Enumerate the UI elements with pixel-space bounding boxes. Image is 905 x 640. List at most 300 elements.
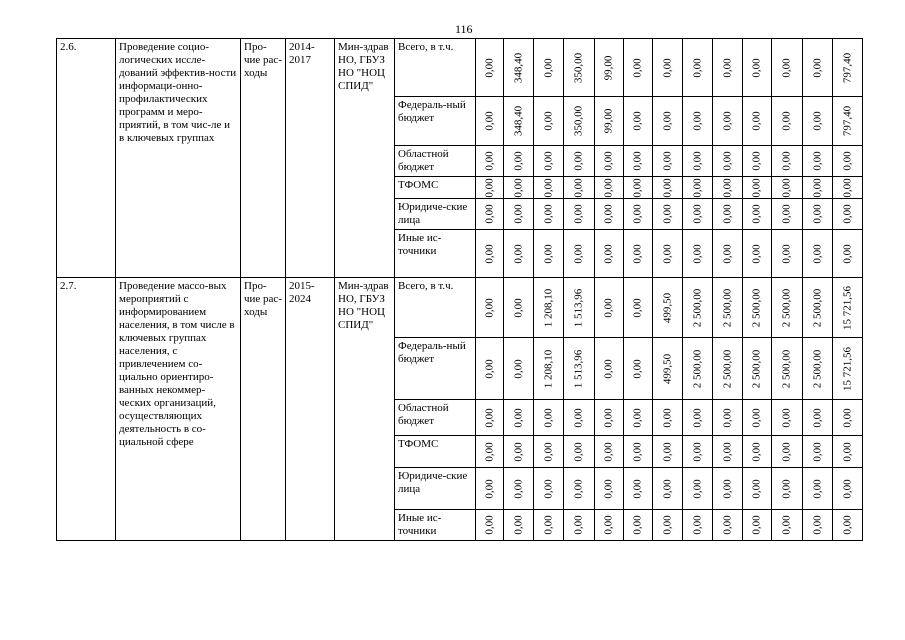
value-cell (833, 510, 863, 541)
value-text: 0,00 (811, 243, 823, 264)
value-text: 2 500,00 (721, 349, 733, 388)
value-cell (595, 400, 624, 436)
value-cell (772, 338, 803, 400)
value-text: 0,00 (750, 57, 763, 78)
value-text: 0,00 (572, 243, 585, 264)
value-text: 0,00 (750, 243, 763, 264)
value-cell (683, 338, 713, 400)
value-cell (803, 278, 833, 338)
value-text: 99,00 (602, 55, 615, 80)
value-text: 0,00 (811, 57, 823, 78)
value-cell (534, 230, 564, 278)
budget-table (56, 38, 863, 541)
value-text: 0,00 (780, 515, 793, 535)
value-cell (803, 177, 833, 199)
value-cell (534, 39, 564, 97)
value-cell (833, 400, 863, 436)
value-text: 0,00 (811, 407, 823, 428)
value-cell (772, 278, 803, 338)
value-text: 0,00 (483, 297, 495, 318)
value-cell (803, 338, 833, 400)
value-cell (743, 338, 772, 400)
value-cell (772, 146, 803, 177)
value-text: 0,00 (721, 177, 733, 198)
value-text: 0,00 (631, 204, 644, 224)
value-cell (743, 97, 772, 146)
value-cell (624, 278, 653, 338)
funding-source-label: Областной бюджет (395, 146, 476, 177)
value-text: 1 208,10 (542, 349, 554, 388)
value-text: 0,00 (512, 358, 524, 379)
value-cell (624, 146, 653, 177)
value-cell (713, 468, 743, 510)
page-number: 116 (455, 22, 473, 36)
value-text: 0,00 (750, 151, 763, 171)
value-cell (534, 177, 564, 199)
funding-source-label: Юридиче-ские лица (395, 199, 476, 230)
value-text: 0,00 (780, 57, 793, 78)
value-cell (713, 39, 743, 97)
value-text: 0,00 (483, 177, 495, 198)
value-text: 0,00 (750, 515, 763, 535)
value-text: 0,00 (602, 358, 615, 379)
value-text: 0,00 (542, 177, 554, 198)
value-cell (803, 199, 833, 230)
value-text: 0,00 (661, 151, 673, 171)
value-text: 0,00 (542, 151, 554, 171)
value-cell (772, 436, 803, 468)
value-cell (564, 436, 595, 468)
funding-source-label: Юридиче-ские лица (395, 468, 476, 510)
value-cell (504, 146, 534, 177)
value-cell (564, 510, 595, 541)
value-text: 0,00 (721, 111, 733, 131)
value-text: 0,00 (661, 515, 673, 535)
value-text: 0,00 (750, 204, 763, 224)
value-text: 2 500,00 (780, 349, 793, 388)
value-cell (772, 510, 803, 541)
table-row (57, 278, 863, 338)
value-text: 797,40 (841, 52, 853, 83)
value-cell (653, 468, 683, 510)
table-row (57, 39, 863, 97)
value-text: 0,00 (721, 515, 733, 535)
value-text: 0,00 (661, 478, 673, 499)
value-cell (595, 39, 624, 97)
value-text: 0,00 (483, 151, 495, 171)
value-cell (624, 177, 653, 199)
value-text: 0,00 (572, 478, 585, 499)
value-cell (564, 199, 595, 230)
value-cell (504, 338, 534, 400)
value-cell (772, 39, 803, 97)
value-cell (833, 177, 863, 199)
value-cell (534, 436, 564, 468)
value-cell (564, 177, 595, 199)
value-cell (534, 199, 564, 230)
value-cell (624, 39, 653, 97)
value-text: 0,00 (841, 441, 853, 462)
value-text: 2 500,00 (691, 288, 703, 327)
value-text: 0,00 (542, 441, 554, 462)
value-cell (683, 39, 713, 97)
value-cell (803, 436, 833, 468)
value-text: 0,00 (661, 111, 673, 131)
value-cell (683, 97, 713, 146)
value-cell (803, 400, 833, 436)
value-text: 2 500,00 (780, 288, 793, 327)
value-cell (564, 468, 595, 510)
value-text: 0,00 (691, 478, 703, 499)
value-text: 0,00 (721, 407, 733, 428)
funding-source-label: Федераль-ный бюджет (395, 97, 476, 146)
value-cell (653, 338, 683, 400)
value-cell (713, 146, 743, 177)
value-text: 0,00 (602, 297, 615, 318)
value-cell (683, 230, 713, 278)
value-text: 0,00 (750, 478, 763, 499)
value-text: 15 721,56 (841, 346, 853, 391)
value-cell (683, 400, 713, 436)
value-text: 2 500,00 (691, 349, 703, 388)
value-text: 0,00 (811, 515, 823, 535)
value-cell (833, 39, 863, 97)
value-text: 0,00 (780, 111, 793, 131)
value-text: 0,00 (691, 441, 703, 462)
value-text: 0,00 (631, 407, 644, 428)
value-text: 0,00 (780, 407, 793, 428)
value-cell (743, 146, 772, 177)
value-cell (534, 400, 564, 436)
value-text: 0,00 (691, 515, 703, 535)
value-cell (504, 97, 534, 146)
value-cell (653, 177, 683, 199)
value-cell (653, 146, 683, 177)
value-cell (534, 510, 564, 541)
value-text: 499,50 (661, 353, 673, 384)
value-cell (772, 468, 803, 510)
value-cell (534, 97, 564, 146)
value-text: 0,00 (572, 204, 585, 224)
value-cell (833, 338, 863, 400)
value-text: 0,00 (631, 57, 644, 78)
value-text: 0,00 (602, 478, 615, 499)
value-cell (476, 97, 504, 146)
value-cell (803, 97, 833, 146)
value-cell (772, 199, 803, 230)
value-text: 15 721,56 (841, 285, 853, 330)
value-text: 0,00 (512, 177, 524, 198)
value-cell (476, 468, 504, 510)
value-cell (564, 39, 595, 97)
value-text: 0,00 (811, 111, 823, 131)
item-period: 2014-2017 (286, 39, 335, 278)
value-text: 0,00 (780, 177, 793, 198)
value-cell (595, 436, 624, 468)
value-text: 0,00 (661, 57, 673, 78)
item-executor: Мин-здрав НО, ГБУЗ НО "НОЦ СПИД" (335, 39, 395, 278)
value-cell (653, 400, 683, 436)
value-cell (713, 510, 743, 541)
value-text: 0,00 (602, 151, 615, 171)
value-cell (743, 39, 772, 97)
funding-source-label: Областной бюджет (395, 400, 476, 436)
item-executor: Мин-здрав НО, ГБУЗ НО "НОЦ СПИД" (335, 278, 395, 541)
value-cell (743, 230, 772, 278)
value-cell (683, 177, 713, 199)
value-text: 499,50 (661, 292, 673, 323)
value-text: 0,00 (512, 243, 524, 264)
value-cell (743, 468, 772, 510)
value-text: 0,00 (512, 151, 524, 171)
value-text: 0,00 (631, 441, 644, 462)
value-cell (713, 436, 743, 468)
value-cell (476, 199, 504, 230)
value-cell (772, 230, 803, 278)
value-text: 0,00 (542, 515, 554, 535)
value-cell (683, 199, 713, 230)
value-text: 350,00 (572, 52, 585, 83)
value-text: 0,00 (780, 441, 793, 462)
value-cell (653, 278, 683, 338)
value-text: 0,00 (602, 515, 615, 535)
expense-type: Про-чие рас-ходы (241, 39, 286, 278)
value-cell (653, 436, 683, 468)
value-text: 0,00 (483, 441, 495, 462)
value-text: 0,00 (780, 243, 793, 264)
value-text: 0,00 (602, 243, 615, 264)
value-cell (713, 199, 743, 230)
value-text: 0,00 (841, 177, 853, 198)
value-cell (564, 230, 595, 278)
value-text: 0,00 (512, 407, 524, 428)
value-cell (683, 510, 713, 541)
value-cell (595, 338, 624, 400)
value-text: 0,00 (811, 478, 823, 499)
value-cell (772, 97, 803, 146)
value-cell (743, 510, 772, 541)
value-text: 0,00 (691, 204, 703, 224)
funding-source-label: Всего, в т.ч. (395, 39, 476, 97)
value-cell (833, 199, 863, 230)
value-text: 0,00 (780, 151, 793, 171)
value-text: 99,00 (602, 108, 615, 134)
value-text: 0,00 (542, 204, 554, 224)
value-text: 0,00 (661, 177, 673, 198)
value-cell (624, 97, 653, 146)
value-text: 2 500,00 (750, 288, 763, 327)
value-cell (595, 146, 624, 177)
value-cell (713, 400, 743, 436)
value-cell (803, 39, 833, 97)
item-name: Проведение массо-вых мероприятий с информированием населения, в том числе в ключевых группах населения, с привлечением со-циально ориентиро-ванных некоммер-ческих организаций, осуществляющих деятельность в со-циальной сфере (116, 278, 241, 541)
value-text: 0,00 (721, 243, 733, 264)
value-text: 0,00 (750, 441, 763, 462)
value-text: 2 500,00 (721, 288, 733, 327)
value-cell (595, 97, 624, 146)
value-text: 0,00 (602, 407, 615, 428)
value-cell (772, 177, 803, 199)
value-cell (476, 39, 504, 97)
value-text: 0,00 (542, 243, 554, 264)
value-text: 0,00 (691, 111, 703, 131)
value-text: 0,00 (512, 441, 524, 462)
value-cell (534, 468, 564, 510)
value-cell (504, 230, 534, 278)
funding-source-label: Иные ис-точники (395, 510, 476, 541)
value-text: 0,00 (780, 204, 793, 224)
value-cell (564, 97, 595, 146)
value-text: 797,40 (841, 105, 853, 137)
value-cell (683, 278, 713, 338)
value-text: 0,00 (512, 515, 524, 535)
value-cell (833, 230, 863, 278)
value-cell (476, 146, 504, 177)
value-text: 0,00 (483, 111, 495, 131)
value-text: 0,00 (721, 151, 733, 171)
value-text: 350,00 (572, 105, 585, 137)
value-cell (803, 146, 833, 177)
value-cell (504, 39, 534, 97)
value-cell (653, 230, 683, 278)
value-cell (476, 400, 504, 436)
value-text: 0,00 (542, 478, 554, 499)
value-cell (624, 436, 653, 468)
expense-type: Про-чие рас-ходы (241, 278, 286, 541)
item-name: Проведение социо-логических иссле-дований эффектив-ности информаци-онно-профилактических программ и меро-приятий, в том чис-ле и в ключевых группах (116, 39, 241, 278)
value-cell (624, 400, 653, 436)
value-cell (564, 146, 595, 177)
value-text: 0,00 (841, 407, 853, 428)
value-cell (595, 177, 624, 199)
value-cell (803, 510, 833, 541)
value-text: 1 513,96 (572, 288, 585, 327)
value-text: 0,00 (631, 297, 644, 318)
value-text: 0,00 (631, 515, 644, 535)
value-text: 0,00 (841, 151, 853, 171)
value-cell (504, 177, 534, 199)
value-cell (713, 230, 743, 278)
value-text: 0,00 (512, 204, 524, 224)
value-text: 0,00 (542, 57, 554, 78)
value-text: 0,00 (572, 407, 585, 428)
value-text: 1 208,10 (542, 288, 554, 327)
funding-source-label: ТФОМС (395, 177, 476, 199)
value-cell (803, 468, 833, 510)
value-cell (683, 468, 713, 510)
value-text: 0,00 (691, 243, 703, 264)
value-cell (713, 278, 743, 338)
value-text: 0,00 (841, 204, 853, 224)
funding-source-label: ТФОМС (395, 436, 476, 468)
value-cell (595, 278, 624, 338)
value-cell (743, 436, 772, 468)
value-text: 0,00 (483, 57, 495, 78)
value-text: 0,00 (602, 177, 615, 198)
value-text: 0,00 (483, 243, 495, 264)
value-text: 0,00 (483, 358, 495, 379)
value-cell (504, 400, 534, 436)
value-cell (624, 468, 653, 510)
value-text: 2 500,00 (811, 288, 823, 327)
value-cell (833, 436, 863, 468)
value-text: 0,00 (841, 243, 853, 264)
value-text: 0,00 (661, 243, 673, 264)
value-text: 0,00 (512, 478, 524, 499)
value-cell (476, 278, 504, 338)
value-cell (564, 338, 595, 400)
value-cell (833, 97, 863, 146)
value-cell (534, 338, 564, 400)
value-text: 348,40 (512, 105, 524, 137)
value-cell (504, 436, 534, 468)
value-text: 0,00 (721, 204, 733, 224)
value-text: 0,00 (631, 358, 644, 379)
value-cell (564, 278, 595, 338)
value-text: 1 513,96 (572, 349, 585, 388)
value-text: 0,00 (780, 478, 793, 499)
value-text: 0,00 (811, 441, 823, 462)
value-cell (772, 400, 803, 436)
value-text: 0,00 (691, 177, 703, 198)
value-cell (653, 97, 683, 146)
value-text: 2 500,00 (811, 349, 823, 388)
value-cell (683, 436, 713, 468)
value-text: 348,40 (512, 52, 524, 83)
funding-source-label: Иные ис-точники (395, 230, 476, 278)
value-text: 0,00 (691, 407, 703, 428)
value-text: 0,00 (811, 204, 823, 224)
value-cell (595, 510, 624, 541)
value-text: 0,00 (721, 57, 733, 78)
item-number: 2.6. (57, 39, 116, 278)
value-text: 0,00 (631, 151, 644, 171)
value-text: 0,00 (841, 478, 853, 499)
value-text: 0,00 (572, 441, 585, 462)
value-text: 0,00 (542, 407, 554, 428)
value-cell (653, 199, 683, 230)
value-cell (743, 199, 772, 230)
value-cell (683, 146, 713, 177)
value-cell (476, 338, 504, 400)
value-text: 0,00 (841, 515, 853, 535)
value-cell (743, 278, 772, 338)
value-cell (476, 436, 504, 468)
value-cell (476, 230, 504, 278)
item-number: 2.7. (57, 278, 116, 541)
value-text: 0,00 (661, 441, 673, 462)
value-text: 0,00 (512, 297, 524, 318)
value-text: 0,00 (542, 111, 554, 131)
value-cell (713, 177, 743, 199)
value-text: 0,00 (483, 204, 495, 224)
value-cell (564, 400, 595, 436)
value-cell (743, 400, 772, 436)
value-cell (833, 278, 863, 338)
value-text: 0,00 (572, 515, 585, 535)
value-cell (624, 510, 653, 541)
value-text: 0,00 (750, 111, 763, 131)
value-text: 0,00 (811, 177, 823, 198)
value-text: 0,00 (661, 204, 673, 224)
value-cell (595, 199, 624, 230)
value-cell (595, 468, 624, 510)
item-period: 2015-2024 (286, 278, 335, 541)
value-cell (743, 177, 772, 199)
value-cell (504, 199, 534, 230)
value-cell (476, 510, 504, 541)
value-text: 0,00 (721, 441, 733, 462)
